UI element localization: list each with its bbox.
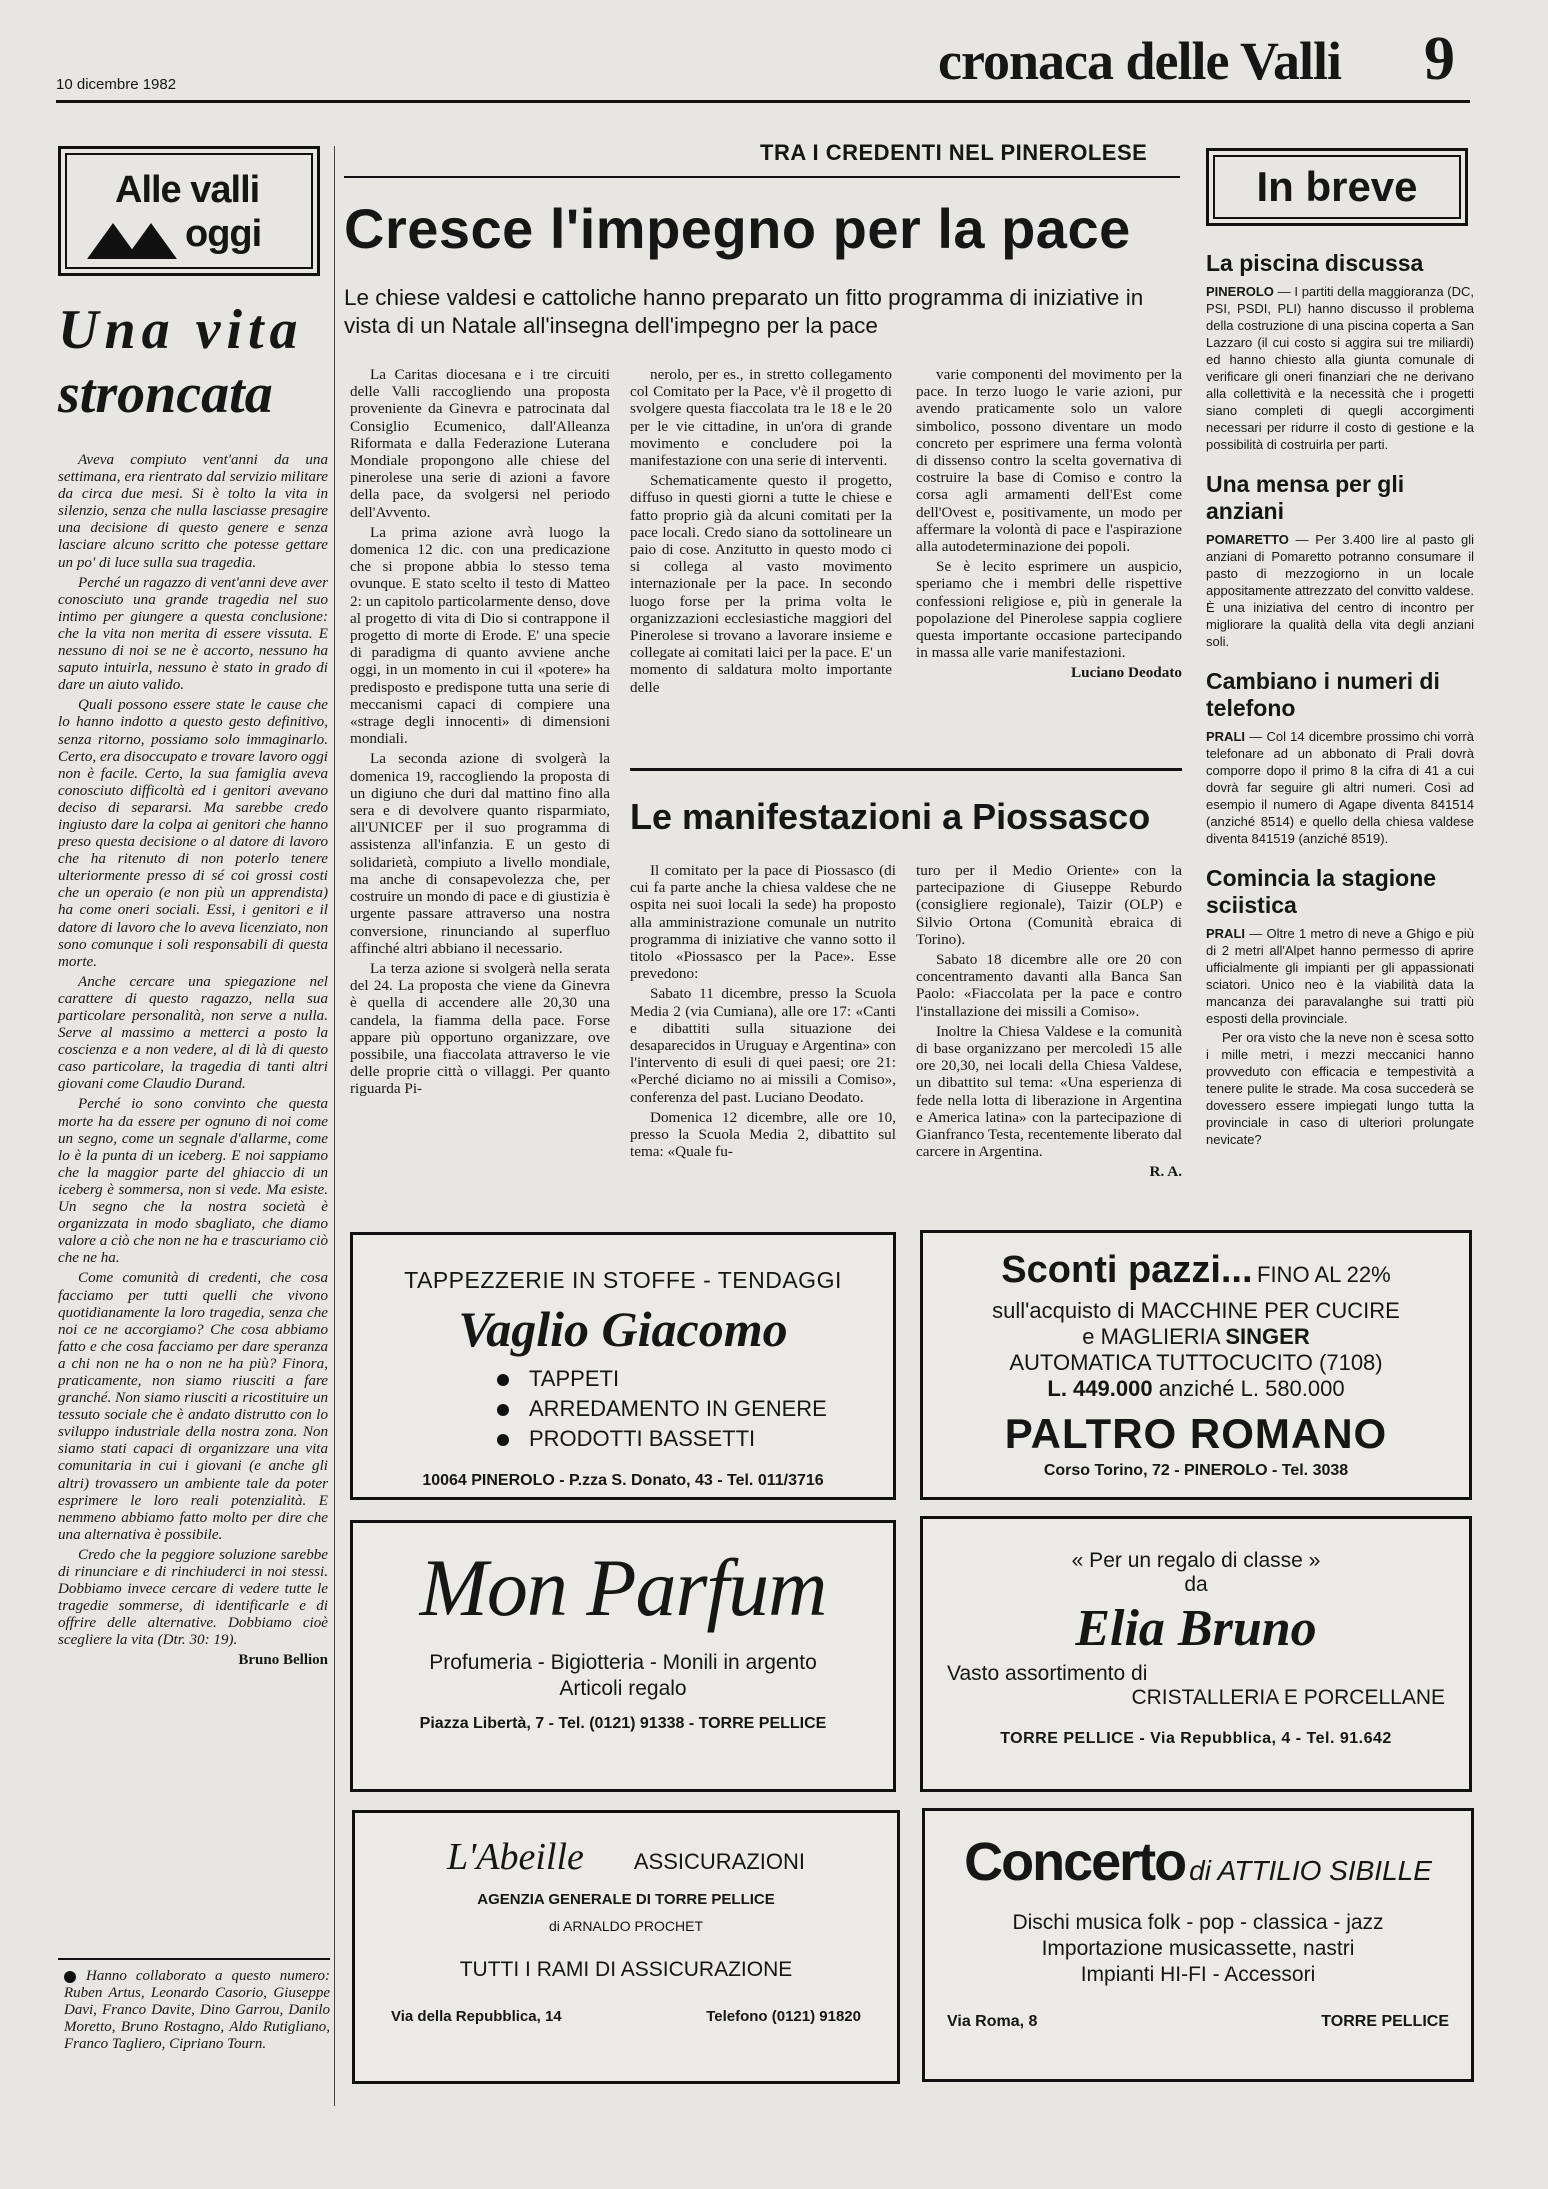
- ad-elia-bruno: [920, 1516, 1472, 1792]
- ad-abeille-rami: TUTTI I RAMI DI ASSICURAZIONE: [459, 1958, 793, 1981]
- piossasco-paragraph: Sabato 11 dicembre, presso la Scuola Media 2 (via Cumiana), alle ore 17: «Canti e dibattiti sulla situazione dei desaparecidos in Uruguay e Argentina» con l'intervento di esuli di quei paesi; ore 21: «Perché diciamo no ai missili a Comiso», conferenza del past. Luciano Deodato.: [630, 985, 896, 1106]
- piossasco-rule: [630, 768, 1182, 771]
- main-column-2: [630, 366, 892, 699]
- ad-concerto: [922, 1808, 1474, 2082]
- ad-concerto-line1: Dischi musica folk - pop - classica - jazz: [1012, 1911, 1384, 1934]
- ad-monparfum-address: Piazza Libertà, 7 - Tel. (0121) 91338 - TORRE PELLICE: [419, 1715, 827, 1732]
- brief-heading: Cambiano i numeri di telefono: [1206, 668, 1440, 721]
- sidebar-headline: [58, 298, 320, 426]
- ad-vaglio-name: Vaglio Giacomo: [458, 1301, 788, 1357]
- bullet-icon: [497, 1374, 509, 1386]
- main-byline: Luciano Deodato: [1071, 664, 1182, 682]
- main-paragraph: Schematicamente questo il progetto, diffuso in questi giorni a tutte le chiese e fatto proprio già da alcuni comitati per la pace locali. Credo siano da sottolineare un paio di cose. Anzitutto in questo modo ci si collega al vasto movimento internazionale per la pace. In secondo luogo forse per la prima volta le organizzazioni ecclesiastiche maggiori del Pinerolese si trovano a lavorare insieme e collegate ai comitati laici per la pace. E' un momento di saldatura molto importante delle: [630, 472, 892, 696]
- sidebar-headline-line1: Una vita: [58, 299, 304, 361]
- ad-concerto-city: TORRE PELLICE: [1321, 2013, 1449, 2030]
- main-kicker: TRA I CREDENTI NEL PINEROLESE: [760, 140, 1148, 165]
- main-paragraph: Se è lecito esprimere un auspicio, speriamo che i membri delle rispettive confessioni religiose e, più in generale la popolazione del Pinerolese sappia cogliere questa importante occasione partecipando in massa alle varie manifestazioni.: [916, 558, 1182, 662]
- sidebar-signature: Bruno Bellion: [238, 1652, 328, 1669]
- main-paragraph: La seconda azione di svolgerà la domenica 19, raccogliendo la proposta di un digiuno che duri dal mattino fino alla sera e di devolvere quanto risparmiato, all'UNICEF per il suo programma di assistenza all'infanzia. E un gesto di solidarietà, compiuto a livello mondiale, ma anche di consapevolezza che, per costruire un mondo di pace e di giustizia è urgente passare attraverso una nostra conversione, rinunciando al superfluo affinché altri abbiano il necessario.: [350, 750, 610, 957]
- piossasco-column-2: [916, 862, 1182, 1181]
- ad-vaglio-address: 10064 PINEROLO - P.zza S. Donato, 43 - Tel. 011/3716: [422, 1472, 824, 1489]
- sidebar-box-title: Alle valli: [115, 169, 260, 211]
- ad-paltro-name: PALTRO ROMANO: [1004, 1410, 1388, 1457]
- brief-text: Per ora visto che la neve non è scesa sotto i mille metri, i mezzi meccanici hanno provveduto con efficacia e tempestività a tenere pulite le strade. Ma cosa succederà se dovessero essere impiegati lungo tutta la provinciale in caso di ulteriori prolungate nevicate?: [1206, 1030, 1474, 1147]
- piossasco-paragraph: turo per il Medio Oriente» con la partecipazione di Giuseppe Reburdo (consigliere regionale), Taizir (OLP) e Silvio Ortona (Comunità ebraica di Torino).: [916, 862, 1182, 948]
- ad-paltro-address: Corso Torino, 72 - PINEROLO - Tel. 3038: [1043, 1462, 1349, 1479]
- ad-elia-line2: CRISTALLERIA E PORCELLANE: [1131, 1686, 1445, 1709]
- ad-abeille-word: ASSICURAZIONI: [633, 1849, 806, 1874]
- piossasco-paragraph: Il comitato per la pace di Piossasco (di cui fa parte anche la chiesa valdese che ne ospita nei suoi locali la sede) ha proposto alla amministrazione comunale un nutrito programma di iniziative che vanno sotto il titolo «Piossasco per la Pace». Esse prevedono:: [630, 862, 896, 983]
- ad-elia-line1: Vasto assortimento di: [947, 1662, 1148, 1685]
- ad-abeille-agency: AGENZIA GENERALE DI TORRE PELLICE: [477, 1891, 775, 1908]
- ad-mon-parfum: [350, 1520, 896, 1792]
- bullet-icon: [64, 1971, 76, 1983]
- sidebar-article: [58, 452, 328, 1670]
- ad-abeille-address: Via della Repubblica, 14: [391, 2008, 562, 2025]
- ad-concerto-address: Via Roma, 8: [947, 2013, 1038, 2030]
- header-rule: [56, 100, 1470, 103]
- ad-elia-address: TORRE PELLICE - Via Repubblica, 4 - Tel. 91.642: [1000, 1730, 1392, 1747]
- sidebar-paragraph: Perché io sono convinto che questa morte ha da essere per ognuno di noi come un segno, come un segnale d'allarme, come lo è la punta di un iceberg. E noi sappiamo che la maggior parte del ghiaccio di un iceberg è sommersa, non si vede. Ma esiste. Un segno che la nostra società è organizzata in modo sbagliato, che diamo valore a ciò che non ne ha e trascuriamo ciò che ne ha.: [58, 1096, 328, 1267]
- brief-heading: La piscina discussa: [1206, 250, 1424, 276]
- sidebar-paragraph: Credo che la peggiore soluzione sarebbe di rinunciare e di rinchiuderci in noi stessi. Dobbiamo invece cercare di vedere tutte le tragedie sommerse, di identificarle e di offrire delle alternative. Dobbiamo cioè scegliere la vita (Dtr. 30: 19).: [58, 1546, 328, 1649]
- main-paragraph: varie componenti del movimento per la pace. In terzo luogo le varie azioni, pur avendo praticamente solo un valore simbolico, possono diventare un modo concreto per esprimere una ferma volontà di dissenso contro la scelta governativa di costruire la base di Comiso e contro la corsa agli armamenti dell'Est come dell'Ovest e, positivamente, un modo per affermare la volontà di pace e l'aspirazione alla autodeterminazione dei popoli.: [916, 366, 1182, 556]
- main-paragraph: La Caritas diocesana e i tre circuiti delle Valli raccogliendo una proposta proveniente da Ginevra e patrocinata dal Consiglio Ecumenico, dall'Alleanza Riformata e dalla Federazione Luterana Mondiale propongono alle chiese del pinerolese una serie di azioni a favore della pace, da svolgersi nel periodo dell'Avvento.: [350, 366, 610, 521]
- ad-monparfum-line1: Profumeria - Bigiotteria - Monili in argento: [429, 1651, 817, 1674]
- ad-vaglio-giacomo: [350, 1232, 896, 1500]
- bullet-icon: [497, 1434, 509, 1446]
- masthead: cronaca delle Valli: [938, 31, 1342, 91]
- ad-paltro-headline-row: [923, 1249, 1469, 1292]
- ad-abeille-footer: [391, 2008, 861, 2025]
- ad-concerto-subtitle: di ATTILIO SIBILLE: [1189, 1855, 1432, 1886]
- ad-paltro-line3: AUTOMATICA TUTTOCUCITO (7108): [1009, 1350, 1383, 1375]
- page-number: 9: [1424, 25, 1455, 93]
- sidebar-paragraph: Perché un ragazzo di vent'anni deve aver conosciuto una grande tragedia nel suo intimo per giungere a questa conclusione: che la vita non merita di essere vissuta. E nessuno di noi se ne è accorto, nessuno ha saputo intuirla, nessuno è stato in grado di dare un aiuto valido.: [58, 574, 328, 694]
- ad-vaglio-items: [497, 1364, 893, 1454]
- sidebar-paragraph: Come comunità di credenti, che cosa facciamo per tutti quelli che vivono quotidianamente la loro tragedia, senza che noi ce ne accorgiamo? Che cosa abbiamo fatto e che cosa facciamo per dare speranza a chi non ne ha o non ne ha più? Finora, praticamente, non siamo riusciti a fare granché. Non siamo riusciti a ricostituire un tessuto sociale che è andato distrutto con lo sviluppo industriale della nostra zona. Non siamo stati capaci di organizzare una vita comunitaria in cui i giovani (e anche gli altri) trovassero un ambiente tale da poter esprimere le loro reali potenzialità. E nemmeno abbiamo fatto molto per dire che una alternativa è possibile.: [58, 1270, 328, 1543]
- piossasco-paragraph: Sabato 18 dicembre alle ore 20 con concentramento davanti alla Banca San Paolo: «Fiaccolata per la pace e contro l'installazione dei missili a Comiso».: [916, 951, 1182, 1020]
- piossasco-byline: R. A.: [1149, 1163, 1182, 1181]
- ad-vaglio-item: ARREDAMENTO IN GENERE: [497, 1394, 893, 1424]
- ad-paltro-romano: [920, 1230, 1472, 1500]
- ad-concerto-footer: [947, 2013, 1449, 2031]
- sidebar-box: [58, 146, 320, 276]
- sidebar-paragraph: Anche cercare una spiegazione nel carattere di questo ragazzo, nella sua particolare personalità, non serve a nulla. Serve al massimo a metterci a posto la coscienza e a non vedere, al di là di questo caso particolare, la tragedia di tanti altri giovani come Claudio Durand.: [58, 973, 328, 1093]
- contributors-text: Hanno collaborato a questo numero: Ruben Artus, Leonardo Casorio, Giuseppe Davi, Franco Davite, Dino Garrou, Danilo Moretto, Bruno Rostagno, Aldo Rutigliano, Franco Tagliero, Cipriano Tourn.: [64, 1968, 330, 2052]
- sidebar-divider: [334, 146, 335, 2106]
- main-headline: Cresce l'impegno per la pace: [344, 197, 1131, 260]
- piossasco-paragraph: Domenica 12 dicembre, alle ore 10, presso la Scuola Media 2, dibattito sul tema: «Quale fu-: [630, 1108, 896, 1161]
- brief-text: PRALI — Col 14 dicembre prossimo chi vorrà telefonare ad un abbonato di Prali dovrà comporre dopo il primo 8 la cifra di 41 a cui dovrà far seguire gli altri numeri. Così ad esempio il numero di Agape diventa 841514 (anziché 8514) e quello della chiesa valdese diventa 841519 (anziché 8519).: [1206, 729, 1474, 846]
- issue-date: 10 dicembre 1982: [56, 76, 177, 93]
- ad-paltro-headline: Sconti pazzi...: [1001, 1249, 1253, 1291]
- ad-paltro-discount: FINO AL 22%: [1257, 1262, 1391, 1287]
- main-paragraph: La terza azione si svolgerà nella serata del 24. La proposta che viene da Ginevra è quella di accendere alle 20,30 una candela, la fiamma della pace. Forse appare più opportuno organizzare, ove possibile, una fiaccolata attraverso le vie delle proprie città o villaggi. Per quanto riguarda Pi-: [350, 959, 610, 1098]
- main-column-3: [916, 366, 1182, 682]
- piossasco-paragraph: Inoltre la Chiesa Valdese e la comunità di base organizzano per mercoledì 15 alle ore 20,30, nei locali della Chiesa Valdese, un dibattito sul tema: «Una esperienza di fede nella lotta di liberazione in Argentina e America latina» con la partecipazione di Gianfranco Testa, recentemente liberato dal carcere in Argentina.: [916, 1022, 1182, 1161]
- main-paragraph: nerolo, per es., in stretto collegamento col Comitato per la Pace, v'è il progetto di svolgere questa fiaccolata tra le 18 e le 20 per le vie cittadine, in un'ora di grande movimento e concludere poi la manifestazione con una serie di interventi.: [630, 366, 892, 470]
- piossasco-headline: Le manifestazioni a Piossasco: [630, 796, 1151, 837]
- ad-elia-da: da: [1184, 1573, 1208, 1596]
- sidebar-paragraph: Quali possono essere state le cause che lo hanno indotto a questo gesto definitivo, senza ritorno, possiamo solo immaginarlo. Certo, era disoccupato e trovare lavoro oggi non è facile. Certo, la sua famiglia aveva conosciuto difficoltà ed i genitori avevano deciso di separarsi. Ma sarebbe credo ingiusto dare la colpa ai genitori che hanno preso questa decisione o al datore di lavoro che ha ritenuto di non poterlo tenere ulteriormente presso di sé coi grossi costi che un operaio (e non più un apprendista) ha come oneri sociali. Essi, i genitori e il datore di lavoro che lo aveva licenziato, non sono comunque i soli responsabili di questa morte.: [58, 697, 328, 970]
- ad-abeille: [352, 1810, 900, 2084]
- ad-abeille-phone: Telefono (0121) 91820: [706, 2008, 861, 2025]
- sidebar-headline-line2: stroncata: [58, 363, 273, 425]
- main-paragraph: La prima azione avrà luogo la domenica 12 dic. con una predicazione che si propone abbia lo stesso tema ovunque. E stato scelto il testo di Matteo 2: un capitolo particolarmente denso, dove al progetto di vita di Dio si contrappone il progetto di morte di Erode. E' una specie di paradigma di quanto avviene anche oggi, in un momento in cui il «potere» ha predisposto e predispone tutta una serie di meccanismi capaci di compiere una «strage degli innocenti» di dimensioni mondiali.: [350, 523, 610, 748]
- ad-abeille-logo: L'Abeille: [446, 1836, 584, 1878]
- brief-text: PINEROLO — I partiti della maggioranza (DC, PSI, PSDI, PLI) hanno discusso il problema della costruzione di una piscina coperta a San Lazzaro (il cui costo si aggira sui tre miliardi) ed hanno chiesto alla giunta comunale di verificare gli oneri finanziari che ne derivano alla collettività e la necessità che i progetti siano completi di quegli accorgimenti necessari per ridurre il costo di gestione e la possibilità di costruirla per parti.: [1206, 284, 1474, 452]
- ad-concerto-line2: Importazione musicassette, nastri: [1041, 1937, 1355, 1960]
- in-breve-box: [1206, 148, 1468, 226]
- in-breve-column: [1206, 240, 1474, 1148]
- sidebar-box-subtitle: oggi: [185, 213, 262, 255]
- sidebar-paragraph: Aveva compiuto vent'anni da una settimana, era rientrato dal servizio militare da circa due mesi. Si è tolto la vita in silenzio, senza che nulla lasciasse presagire una decisione di questo genere e senza lasciare alcuno scritto che potesse gettare un po' di luce sulla sua tragedia.: [58, 452, 328, 571]
- brief-heading: Una mensa per gli anziani: [1206, 471, 1405, 524]
- ad-concerto-line3: Impianti HI-FI - Accessori: [1080, 1963, 1316, 1986]
- brief-text: PRALI — Oltre 1 metro di neve a Ghigo e più di 2 metri all'Alpet hanno permesso di aprire ufficialmente gli impianti per gli appassionati sciatori. Unico neo è la viabilità data la mancanza dei paravalanghe sui tratti più esposti della provinciale.: [1206, 926, 1474, 1026]
- piossasco-column-1: [630, 862, 896, 1163]
- ad-abeille-agent: di ARNALDO PROCHET: [548, 1918, 704, 1934]
- kicker-rule: [344, 176, 1180, 178]
- ad-paltro-price: L. 449.000 anziché L. 580.000: [1047, 1376, 1345, 1401]
- ad-paltro-line2: e MAGLIERIA SINGER: [1082, 1324, 1310, 1349]
- brief-heading: Comincia la stagione sciistica: [1206, 865, 1437, 918]
- bullet-icon: [497, 1404, 509, 1416]
- sidebar-rule: [58, 1958, 330, 1960]
- ad-vaglio-item: TAPPETI: [497, 1364, 893, 1394]
- ad-monparfum-name: Mon Parfum: [419, 1542, 827, 1633]
- contributors-note: [64, 1968, 330, 2053]
- ad-paltro-line1: sull'acquisto di MACCHINE PER CUCIRE: [992, 1298, 1400, 1323]
- ad-concerto-title: Concerto: [964, 1832, 1186, 1892]
- brief-text: POMARETTO — Per 3.400 lire al pasto gli anziani di Pomaretto potranno consumare il pasto di mezzogiorno in un locale appositamente attrezzato del convitto valdese. È una iniziativa del centro di incontro per migliorare la qualità della vita degli anziani soli.: [1206, 532, 1474, 649]
- ad-abeille-header: [355, 1835, 897, 1879]
- ad-concerto-title-row: [925, 1831, 1471, 1893]
- ad-elia-name: Elia Bruno: [1075, 1600, 1317, 1657]
- main-subhead: Le chiese valdesi e cattoliche hanno preparato un fitto programma di iniziative in vista di un Natale all'insegna dell'impegno per la pace: [344, 285, 1144, 338]
- mountains-icon: [87, 221, 187, 259]
- main-column-1: [350, 366, 610, 1101]
- ad-vaglio-item: PRODOTTI BASSETTI: [497, 1424, 893, 1454]
- in-breve-title: In breve: [1256, 163, 1418, 210]
- ad-monparfum-line2: Articoli regalo: [559, 1677, 687, 1700]
- ad-vaglio-top: TAPPEZZERIE IN STOFFE - TENDAGGI: [404, 1267, 842, 1293]
- ad-elia-tagline: « Per un regalo di classe »: [1071, 1549, 1321, 1572]
